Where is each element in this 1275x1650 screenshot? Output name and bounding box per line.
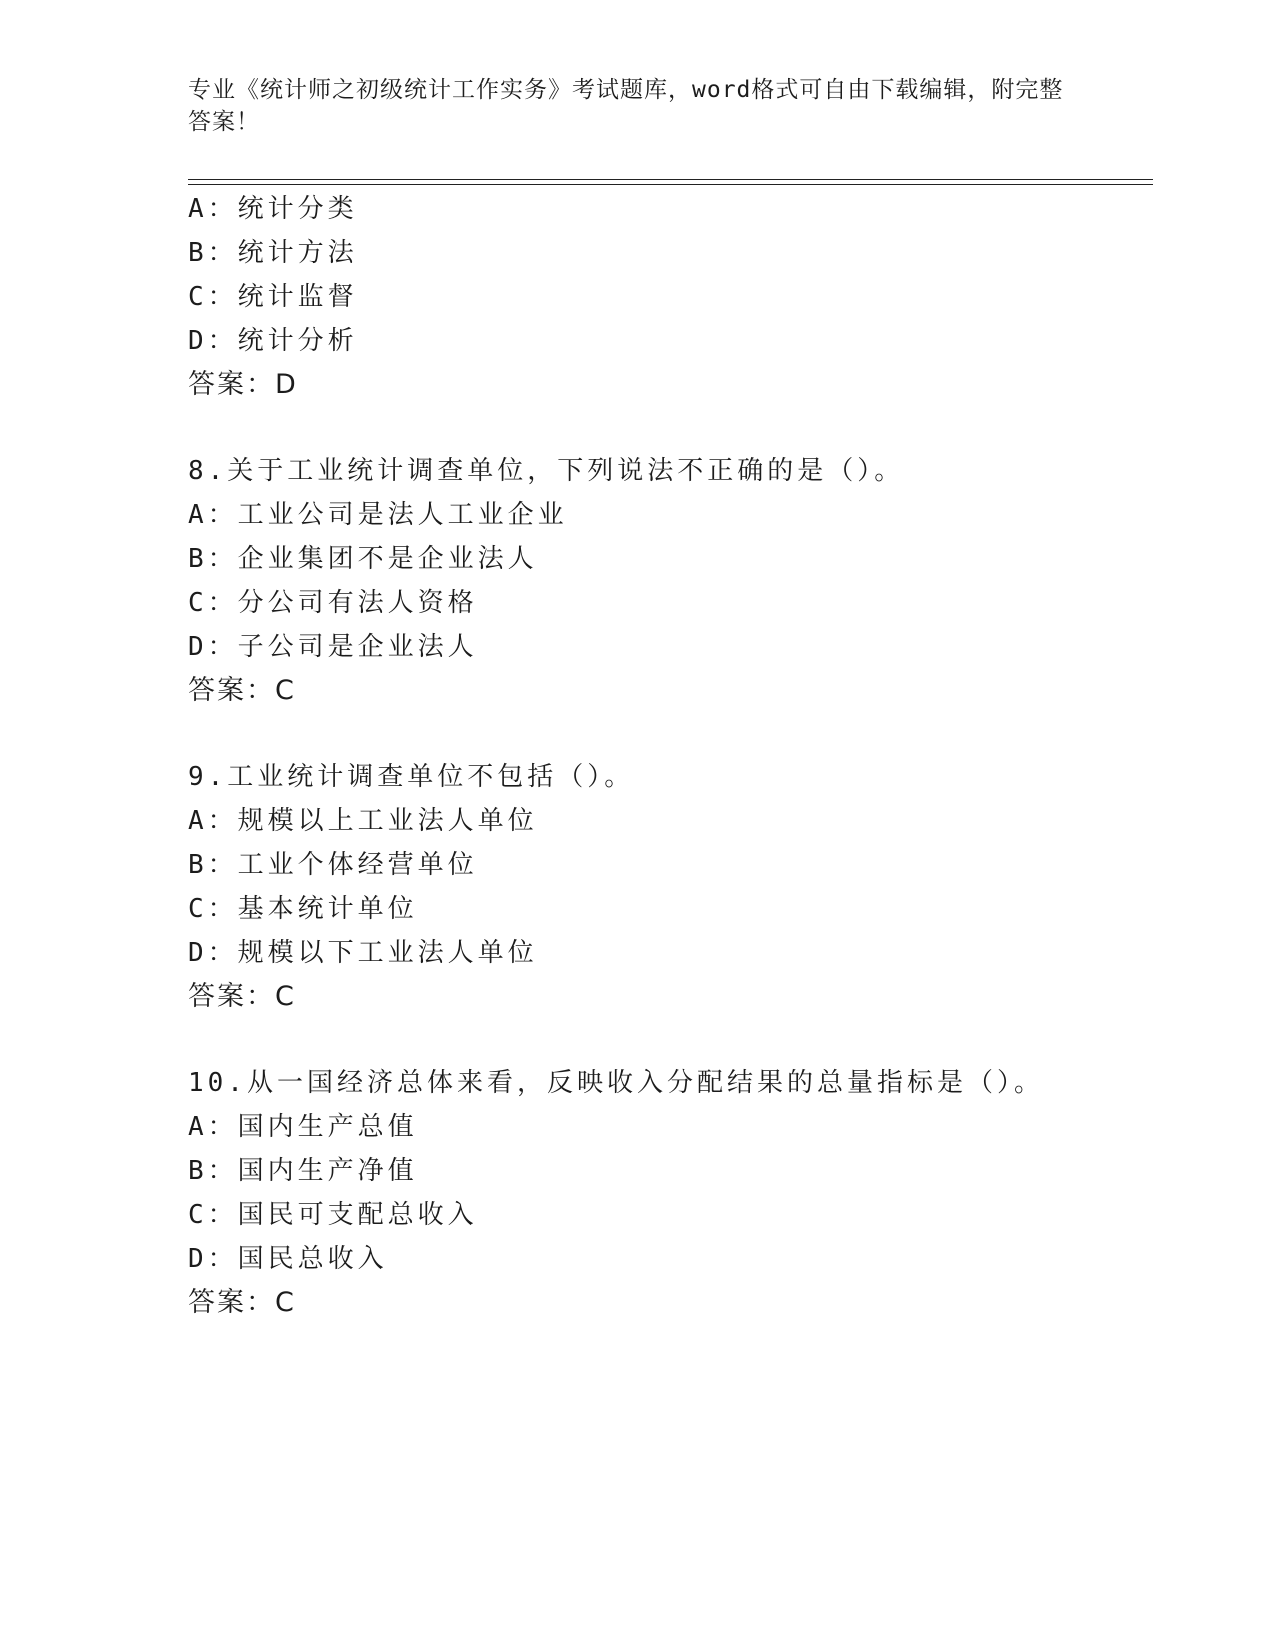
option-c: C：国民可支配总收入 [188,1200,478,1230]
option-d: D：规模以下工业法人单位 [188,938,538,968]
option-b: B：统计方法 [188,238,358,268]
header-divider-bottom [188,184,1153,185]
option-d: D：子公司是企业法人 [188,632,478,662]
option-b: B：工业个体经营单位 [188,850,478,880]
option-a: A：规模以上工业法人单位 [188,806,538,836]
option-a: A：国内生产总值 [188,1112,418,1142]
answer: 答案：C [188,675,296,706]
option-a: A：工业公司是法人工业企业 [188,500,568,530]
question-stem: 9.工业统计调查单位不包括（）。 [188,762,635,792]
answer: 答案：C [188,1287,296,1318]
answer: 答案：D [188,369,298,400]
option-b: B：企业集团不是企业法人 [188,544,538,574]
option-c: C：统计监督 [188,282,358,312]
option-c: C：分公司有法人资格 [188,588,478,618]
header-note: 专业《统计师之初级统计工作实务》考试题库，word格式可自由下载编辑，附完整答案！ [188,77,1064,135]
question-stem: 10.从一国经济总体来看，反映收入分配结果的总量指标是（）。 [188,1068,1044,1098]
option-d: D：统计分析 [188,326,358,356]
option-b: B：国内生产净值 [188,1156,418,1186]
header-divider-top [188,179,1153,180]
answer: 答案：C [188,981,296,1012]
option-d: D：国民总收入 [188,1244,388,1274]
question-stem: 8.关于工业统计调查单位，下列说法不正确的是（）。 [188,456,905,486]
option-a: A：统计分类 [188,194,358,224]
option-c: C：基本统计单位 [188,894,418,924]
